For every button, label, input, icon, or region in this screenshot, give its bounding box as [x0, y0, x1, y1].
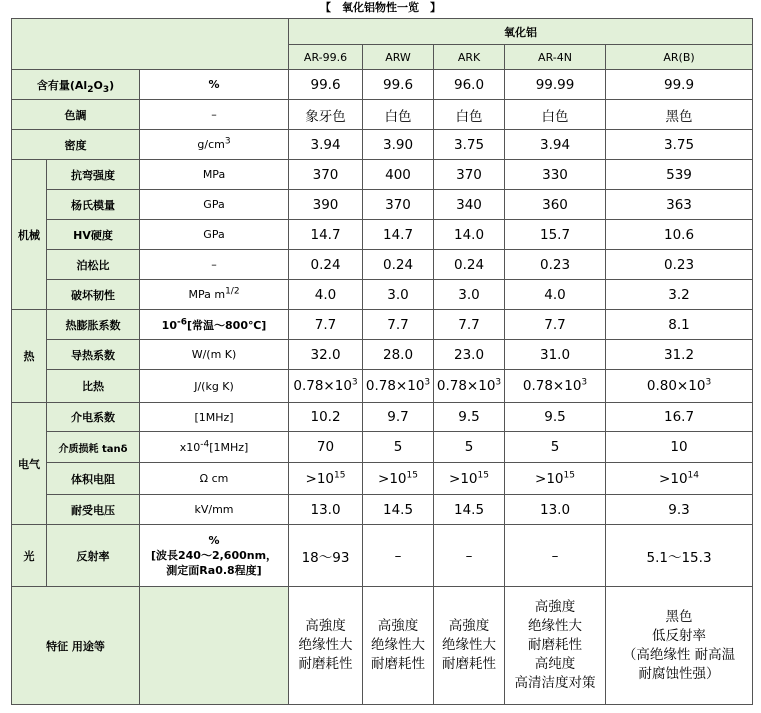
unit-cell: –: [140, 100, 289, 130]
value-cell: 高強度 绝缘性大 耐磨耗性: [289, 587, 363, 705]
value-cell: $0.78\times 10^3$: [505, 370, 606, 403]
value-cell: 3.94: [505, 130, 606, 160]
value-cell: 14.0: [434, 220, 505, 250]
value-cell: 99.6: [363, 70, 434, 100]
unit-cell: J/(kg K): [140, 370, 289, 403]
value-cell: $0.78\times 10^3$: [363, 370, 434, 403]
value-cell: 高強度 绝缘性大 耐磨耗性: [434, 587, 505, 705]
value-cell: 14.5: [363, 495, 434, 525]
value-cell: 18～93: [289, 525, 363, 587]
value-cell: 16.7: [606, 403, 753, 432]
value-cell: 0.23: [505, 250, 606, 280]
value-cell: 象牙色: [289, 100, 363, 130]
unit-cell: %: [140, 70, 289, 100]
grade-header: ARK: [434, 45, 505, 70]
value-cell: $0.80\times 10^3$: [606, 370, 753, 403]
value-cell: 白色: [505, 100, 606, 130]
value-cell: 4.0: [505, 280, 606, 310]
value-cell: 370: [434, 160, 505, 190]
table-row-conductivity: [12, 340, 753, 370]
value-cell: –: [363, 525, 434, 587]
value-cell: 70: [289, 432, 363, 463]
value-cell: 10: [606, 432, 753, 463]
value-cell: 14.7: [363, 220, 434, 250]
value-cell: –: [505, 525, 606, 587]
table-row-expansion: [12, 310, 753, 340]
properties-table: [11, 18, 753, 705]
value-cell: 3.90: [363, 130, 434, 160]
unit-cell: –: [140, 250, 289, 280]
value-cell: 390: [289, 190, 363, 220]
table-row-color: [12, 100, 753, 130]
value-cell: 360: [505, 190, 606, 220]
value-cell: 363: [606, 190, 753, 220]
unit-cell: GPa: [140, 220, 289, 250]
unit-cell: $10^{-6}$[常温～800℃]: [140, 310, 289, 340]
value-cell: 3.0: [363, 280, 434, 310]
group-label-thermal: 热: [12, 310, 47, 403]
table-row-poisson: [12, 250, 753, 280]
unit-cell: Ω cm: [140, 463, 289, 495]
value-cell: 370: [363, 190, 434, 220]
value-cell: 0.24: [289, 250, 363, 280]
value-cell: 3.0: [434, 280, 505, 310]
table-row-dielectric: [12, 403, 753, 432]
unit-cell: $g/cm^3$: [140, 130, 289, 160]
value-cell: 5.1～15.3: [606, 525, 753, 587]
value-cell: $>10^{15}$: [434, 463, 505, 495]
value-cell: –: [434, 525, 505, 587]
value-cell: 400: [363, 160, 434, 190]
grade-header: AR(B): [606, 45, 753, 70]
unit-cell: % [波長240～2,600nm， 測定面Ra0.8程度]: [140, 525, 289, 587]
unit-cell: MPa $m^{1/2}$: [140, 280, 289, 310]
table-row-resistivity: [12, 463, 753, 495]
value-cell: $>10^{15}$: [289, 463, 363, 495]
grade-header: ARW: [363, 45, 434, 70]
property-label: 比热: [47, 370, 140, 403]
value-cell: 9.7: [363, 403, 434, 432]
table-row-youngs: [12, 190, 753, 220]
value-cell: 3.75: [434, 130, 505, 160]
table-row-hardness: [12, 220, 753, 250]
property-label: 杨氏模量: [47, 190, 140, 220]
group-label-mechanical: 机械: [12, 160, 47, 310]
value-cell: 0.24: [363, 250, 434, 280]
value-cell: 8.1: [606, 310, 753, 340]
value-cell: 14.7: [289, 220, 363, 250]
table-row-reflectance: [12, 525, 753, 587]
table-row-specific-heat: [12, 370, 753, 403]
group-label-electrical: 电气: [12, 403, 47, 525]
unit-cell: [140, 587, 289, 705]
property-label: HV硬度: [47, 220, 140, 250]
value-cell: 5: [434, 432, 505, 463]
value-cell: $>10^{15}$: [363, 463, 434, 495]
value-cell: $0.78\times 10^3$: [434, 370, 505, 403]
value-cell: 31.2: [606, 340, 753, 370]
value-cell: 黑色: [606, 100, 753, 130]
property-label: 抗弯强度: [47, 160, 140, 190]
table-row-loss: [12, 432, 753, 463]
value-cell: 9.5: [434, 403, 505, 432]
material-header: 氧化铝: [289, 19, 753, 45]
value-cell: 370: [289, 160, 363, 190]
value-cell: 0.24: [434, 250, 505, 280]
table-row-breakdown: [12, 495, 753, 525]
unit-cell: [1MHz]: [140, 403, 289, 432]
unit-cell: kV/mm: [140, 495, 289, 525]
value-cell: 14.5: [434, 495, 505, 525]
value-cell: 99.99: [505, 70, 606, 100]
value-cell: 9.3: [606, 495, 753, 525]
property-label: 反射率: [47, 525, 140, 587]
value-cell: 7.7: [505, 310, 606, 340]
value-cell: 28.0: [363, 340, 434, 370]
property-label: 破坏韧性: [47, 280, 140, 310]
property-label: 泊松比: [47, 250, 140, 280]
value-cell: 10.6: [606, 220, 753, 250]
value-cell: 5: [363, 432, 434, 463]
group-label-optical: 光: [12, 525, 47, 587]
table-row-features: [12, 587, 753, 705]
value-cell: 23.0: [434, 340, 505, 370]
property-label: 密度: [12, 130, 140, 160]
value-cell: 高強度 绝缘性大 耐磨耗性 高纯度 高清洁度对策: [505, 587, 606, 705]
value-cell: 10.2: [289, 403, 363, 432]
value-cell: 31.0: [505, 340, 606, 370]
value-cell: 高強度 绝缘性大 耐磨耗性: [363, 587, 434, 705]
unit-cell: W/(m K): [140, 340, 289, 370]
value-cell: 白色: [363, 100, 434, 130]
grade-header: AR-99.6: [289, 45, 363, 70]
value-cell: 5: [505, 432, 606, 463]
unit-cell: $x10^{-4}[1MHz]$: [140, 432, 289, 463]
value-cell: 4.0: [289, 280, 363, 310]
value-cell: 3.75: [606, 130, 753, 160]
value-cell: 330: [505, 160, 606, 190]
value-cell: $0.78\times 10^3$: [289, 370, 363, 403]
value-cell: 7.7: [363, 310, 434, 340]
value-cell: 99.6: [289, 70, 363, 100]
table-row-toughness: [12, 280, 753, 310]
grade-header: AR-4N: [505, 45, 606, 70]
page-title: 【 氧化铝物性一览 】: [320, 1, 441, 14]
property-label: 介质损耗 tanδ: [47, 432, 140, 463]
value-cell: 7.7: [289, 310, 363, 340]
value-cell: 13.0: [289, 495, 363, 525]
table-row-density: [12, 130, 753, 160]
property-label: 体积电阻: [47, 463, 140, 495]
value-cell: 15.7: [505, 220, 606, 250]
property-label: 色調: [12, 100, 140, 130]
property-label: 导热系数: [47, 340, 140, 370]
value-cell: 白色: [434, 100, 505, 130]
value-cell: $>10^{14}$: [606, 463, 753, 495]
value-cell: $>10^{15}$: [505, 463, 606, 495]
value-cell: 340: [434, 190, 505, 220]
property-label: 热膨胀系数: [47, 310, 140, 340]
table-row-purity: [12, 70, 753, 100]
value-cell: 9.5: [505, 403, 606, 432]
value-cell: 539: [606, 160, 753, 190]
unit-cell: MPa: [140, 160, 289, 190]
table-row-flexural: [12, 160, 753, 190]
value-cell: 13.0: [505, 495, 606, 525]
value-cell: 99.9: [606, 70, 753, 100]
property-label: 特征 用途等: [12, 587, 140, 705]
property-label: 含有量$(Al_2O_3)$: [12, 70, 140, 100]
unit-cell: GPa: [140, 190, 289, 220]
value-cell: 黑色 低反射率 （高绝缘性 耐高温 耐腐蚀性强）: [606, 587, 753, 705]
header-corner: [12, 19, 289, 70]
value-cell: 96.0: [434, 70, 505, 100]
value-cell: 3.94: [289, 130, 363, 160]
value-cell: 7.7: [434, 310, 505, 340]
property-label: 介电系数: [47, 403, 140, 432]
value-cell: 32.0: [289, 340, 363, 370]
value-cell: 3.2: [606, 280, 753, 310]
property-label: 耐受电压: [47, 495, 140, 525]
value-cell: 0.23: [606, 250, 753, 280]
